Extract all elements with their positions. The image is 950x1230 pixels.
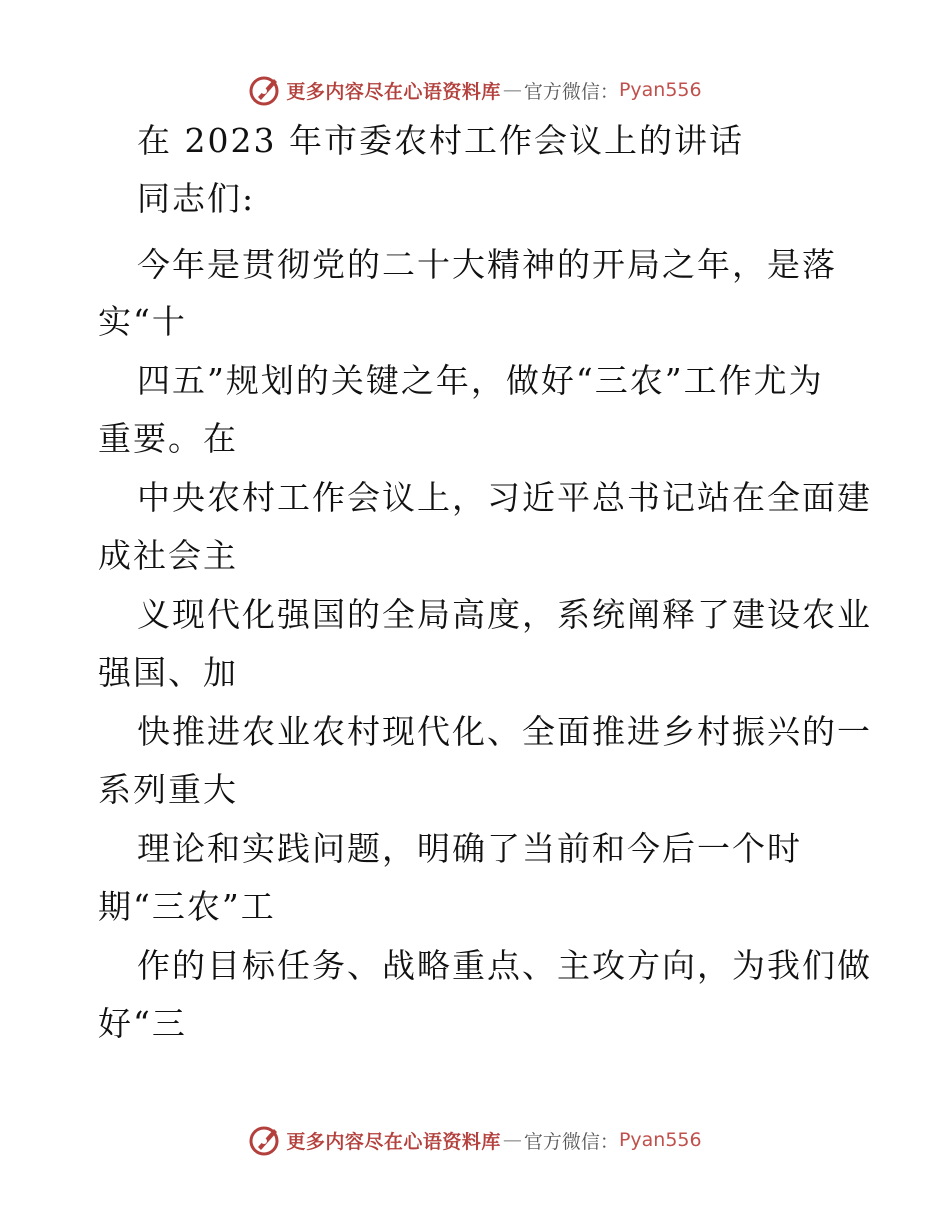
- text-line: 成社会主: [98, 536, 238, 575]
- header-watermark: [0, 70, 950, 110]
- text-line: 快推进农业农村现代化、全面推进乡村振兴的一: [137, 712, 872, 751]
- footer-watermark: [0, 1120, 950, 1160]
- text-line: 系列重大: [98, 770, 238, 809]
- text-line: 四五”规划的关键之年，做好“三农”工作尤为: [137, 361, 824, 400]
- salutation: 同志们:: [137, 179, 256, 218]
- text-line: 今年是贯彻党的二十大精神的开局之年，是落: [137, 245, 837, 284]
- text-line: 义现代化强国的全局高度，系统阐释了建设农业: [137, 595, 872, 634]
- document-title: 在 2023 年市委农村工作会议上的讲话: [137, 121, 744, 160]
- watermark-brand: 更多内容尽在心语资料库: [286, 80, 501, 103]
- text-line: 作的目标任务、战略重点、主攻方向，为我们做: [137, 946, 872, 985]
- watermark-brand: 更多内容尽在心语资料库: [286, 1130, 501, 1153]
- watermark-label: 官方微信：: [523, 1130, 619, 1153]
- watermark-account: Pyan556: [618, 1129, 702, 1151]
- watermark-separator: —: [502, 79, 522, 101]
- text-line: 重要。在: [98, 419, 238, 458]
- pen-logo-icon: [248, 1123, 282, 1157]
- text-line: 强国、加: [98, 653, 238, 692]
- watermark-account: Pyan556: [618, 79, 702, 101]
- text-line: 期“三农”工: [98, 887, 276, 926]
- pen-logo-icon: [248, 73, 282, 107]
- watermark-separator: —: [502, 1129, 522, 1151]
- text-line: 理论和实践问题，明确了当前和今后一个时: [137, 829, 802, 868]
- text-line: 中央农村工作会议上，习近平总书记站在全面建: [137, 478, 872, 517]
- watermark-label: 官方微信：: [523, 80, 619, 103]
- text-line: 好“三: [98, 1004, 187, 1043]
- text-line: 实“十: [98, 302, 187, 341]
